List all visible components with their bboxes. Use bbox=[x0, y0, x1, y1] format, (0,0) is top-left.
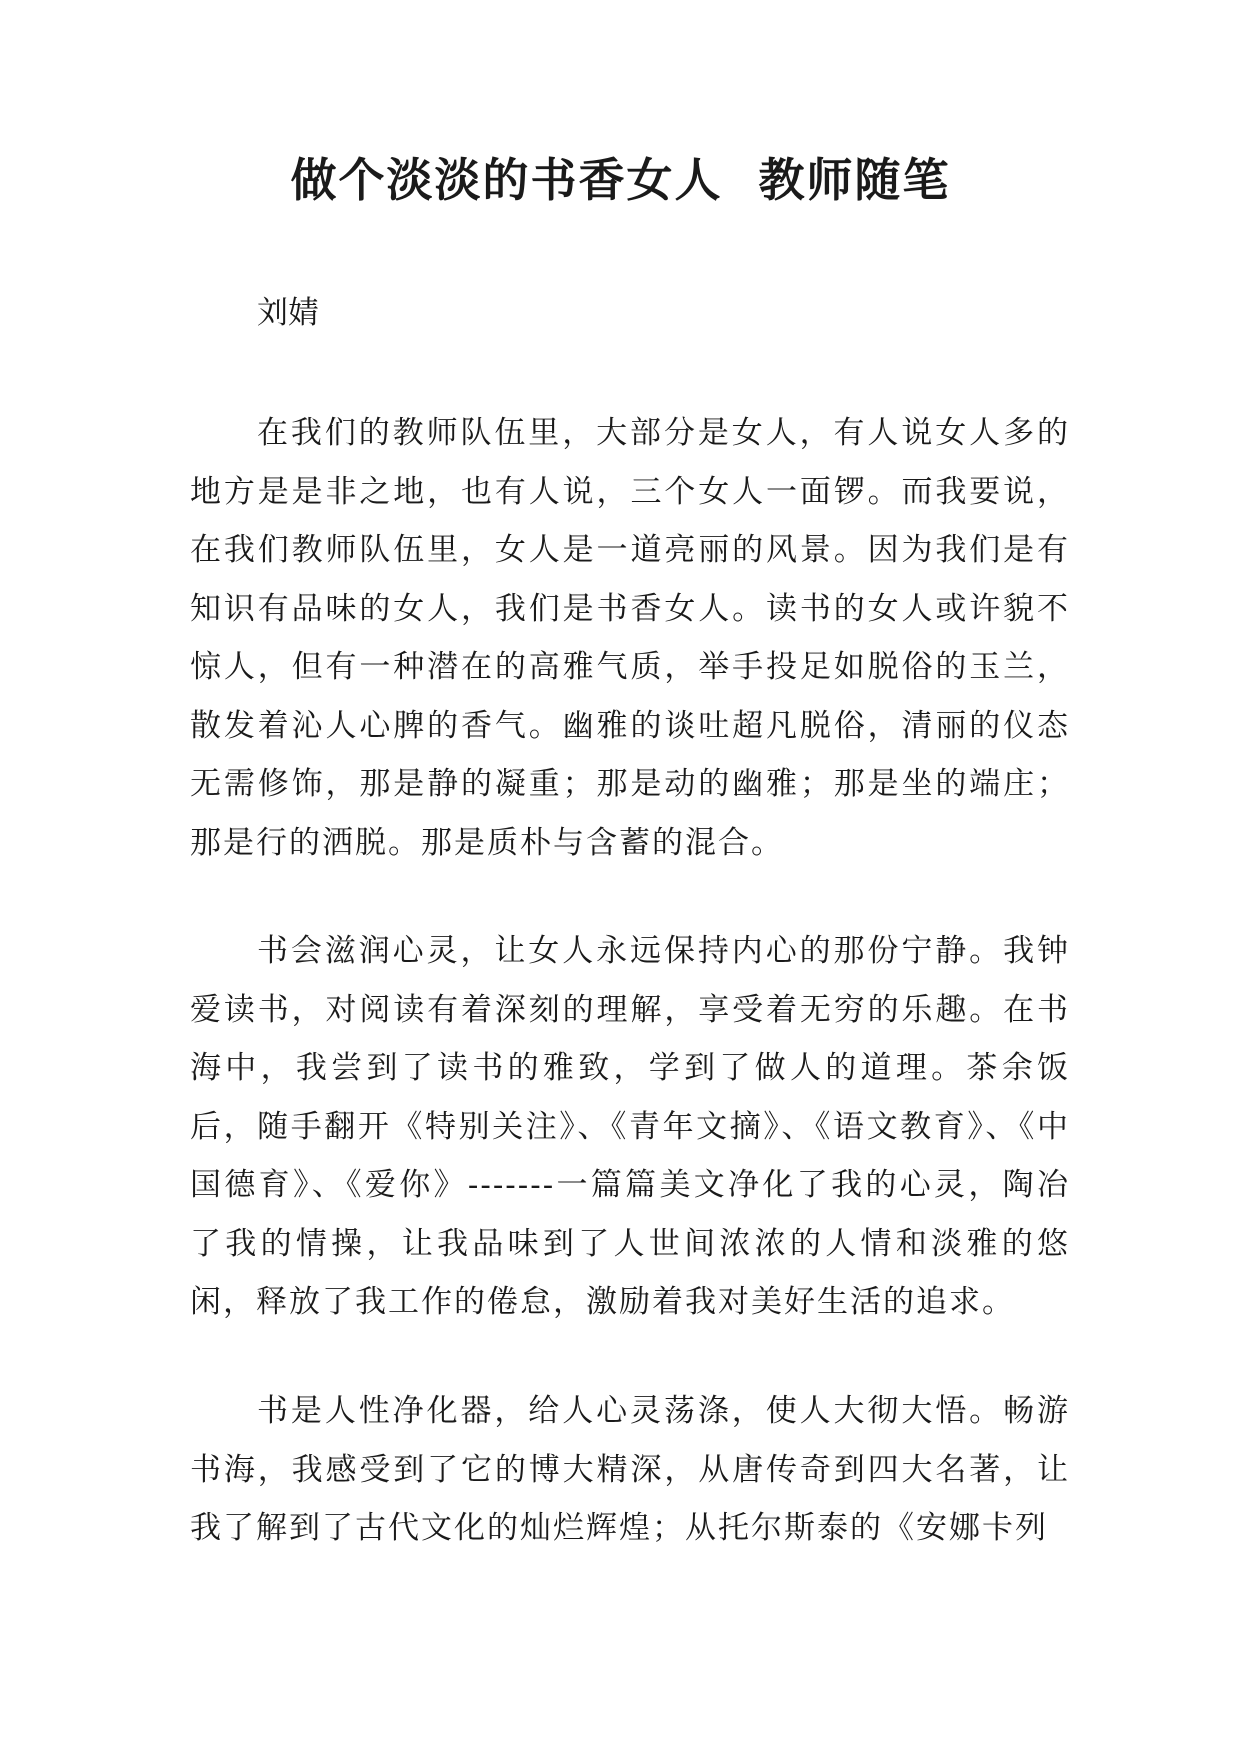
document-title: 做个淡淡的书香女人 教师随笔 bbox=[290, 153, 951, 207]
author-name: 刘婧 bbox=[257, 295, 319, 331]
paragraph-2: 书会滋润心灵，让女人永远保持内心的那份宁静。我钟爱读书，对阅读有着深刻的理解，享受着无穷的乐趣。在书海中，我尝到了读书的雅致，学到了做人的道理。茶余饭后，随手翻开《特别关注》、《青年文摘》、《语文教育》、《中国德育》、《爱你》-------一篇篇美文净化了我的心灵，陶冶了我的情操，让我品味到了人世间浓浓的人情和淡雅的悠闲，释放了我工作的倦怠，激励着我对美好生活的追求。 bbox=[190, 933, 1070, 1320]
paragraph-1: 在我们的教师队伍里，大部分是女人，有人说女人多的地方是是非之地，也有人说，三个女人一面锣。而我要说，在我们教师队伍里，女人是一道亮丽的风景。因为我们是有知识有品味的女人，我们是书香女人。读书的女人或许貌不惊人，但有一种潜在的高雅气质，举手投足如脱俗的玉兰，散发着沁人心脾的香气。幽雅的谈吐超凡脱俗，清丽的仪态无需修饰，那是静的凝重；那是动的幽雅；那是坐的端庄；那是行的洒脱。那是质朴与含蓄的混合。 bbox=[190, 415, 1070, 861]
paragraph-3: 书是人性净化器，给人心灵荡涤，使人大彻大悟。畅游书海，我感受到了它的博大精深，从唐传奇到四大名著，让我了解到了古代文化的灿烂辉煌；从托尔斯泰的《安娜卡列 bbox=[190, 1393, 1070, 1546]
